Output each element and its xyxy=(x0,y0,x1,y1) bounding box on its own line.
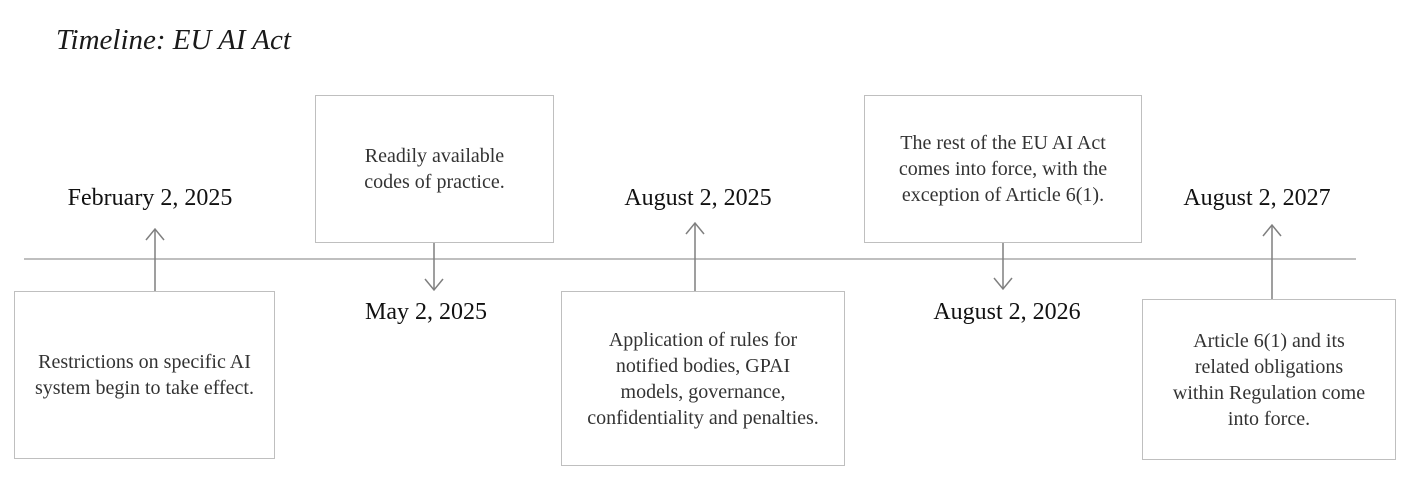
milestone-description-box xyxy=(864,95,1142,243)
arrow-down-icon xyxy=(994,243,1012,289)
milestone-description-box xyxy=(1142,299,1396,460)
arrow-down-icon xyxy=(425,243,443,290)
milestone-date: August 2, 2025 xyxy=(624,185,772,211)
milestone-description: Application of rules for notified bodies, GPAI models, governance, confidentiality and penalties. xyxy=(587,328,819,429)
milestone-date: May 2, 2025 xyxy=(365,299,487,325)
milestone-date: August 2, 2027 xyxy=(1183,185,1331,211)
milestone-description-box xyxy=(315,95,554,243)
milestone-description-box xyxy=(14,291,275,459)
arrow-up-icon xyxy=(1263,225,1281,299)
diagram-title: Timeline: EU AI Act xyxy=(56,24,291,56)
milestone-description: Restrictions on specific AI system begin to take effect. xyxy=(34,351,254,399)
arrow-up-icon xyxy=(686,223,704,291)
milestone-description-box xyxy=(561,291,845,466)
milestone-description: Article 6(1) and its related obligations within Regulation come into force. xyxy=(1172,329,1366,430)
milestone-description: Readily available codes of practice. xyxy=(364,145,505,193)
milestone-date: August 2, 2026 xyxy=(933,299,1081,325)
milestone-date: February 2, 2025 xyxy=(67,185,233,211)
milestone-description: The rest of the EU AI Act comes into force, with the exception of Article 6(1). xyxy=(898,132,1108,206)
